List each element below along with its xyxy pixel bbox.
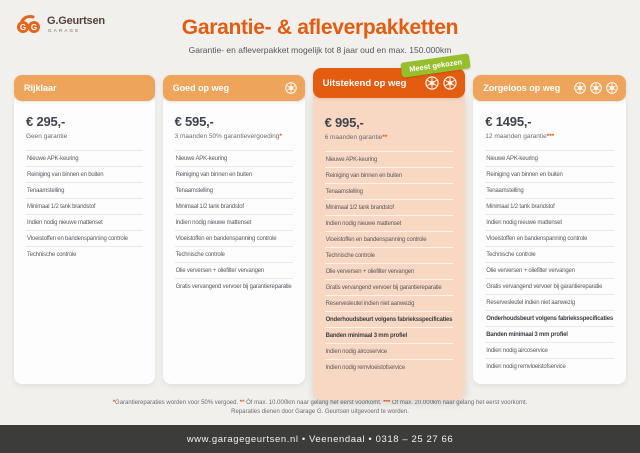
logo-subtitle: GARAGE bbox=[48, 28, 81, 33]
price-block bbox=[313, 108, 466, 146]
wheel-badge-icon bbox=[424, 75, 440, 91]
feature-item: Vloeistoffen en bandenspanning controle bbox=[175, 230, 293, 246]
feature-item: Onderhoudsbeurt volgens fabrieksspecificaties bbox=[485, 310, 614, 326]
package-guarantee bbox=[175, 133, 293, 140]
feature-item: Reiniging van binnen en buiten bbox=[175, 166, 293, 182]
guarantee-asterisks: ** bbox=[382, 134, 388, 141]
svg-text:G: G bbox=[19, 23, 27, 32]
feature-item: Olie verversen + oliefilter vervangen bbox=[485, 262, 614, 278]
guarantee-text: 6 maanden garantie bbox=[324, 134, 383, 141]
price-block bbox=[473, 107, 626, 145]
feature-item: Indien nodig nieuwe mattenset bbox=[175, 214, 293, 230]
package-card bbox=[473, 75, 626, 384]
feature-item: Indien nodig aircoservice bbox=[325, 343, 454, 359]
feature-item: Olie verversen + oliefilter vervangen bbox=[175, 262, 293, 278]
package-body bbox=[313, 91, 466, 400]
package-title: Zorgeloos op weg bbox=[483, 83, 561, 93]
package-title: Goed op weg bbox=[172, 83, 230, 93]
package-price: € 595,- bbox=[174, 114, 214, 129]
footnote-line-2: Reparaties dienen door Garage G. Geurtsen uitgevoerd te worden. bbox=[231, 409, 409, 416]
feature-item: Minimaal 1/2 tank brandstof bbox=[26, 198, 143, 214]
feature-item: Indien nodig remvloeistofservice bbox=[485, 358, 614, 374]
feature-item: Tenaamstelling bbox=[26, 182, 143, 198]
feature-item: Technische controle bbox=[175, 246, 293, 262]
most-chosen-ribbon: Meest gekozen bbox=[400, 53, 471, 78]
feature-item: Olie verversen + oliefilter vervangen bbox=[325, 263, 454, 279]
feature-item: Gratis vervangend vervoer bij garantiereparatie bbox=[175, 278, 293, 294]
feature-item: Indien nodig aircoservice bbox=[485, 342, 614, 358]
feature-item: Reiniging van binnen en buiten bbox=[325, 167, 454, 183]
footnote-line-1 bbox=[0, 399, 640, 408]
feature-item: Nieuwe APK-keuring bbox=[175, 150, 293, 166]
package-body bbox=[14, 94, 155, 384]
footnote-asterisk: *** bbox=[383, 400, 392, 406]
feature-item: Nieuwe APK-keuring bbox=[325, 151, 454, 167]
page-title: Garantie- & afleverpakketten bbox=[181, 16, 459, 39]
feature-item: Indien nodig remvloeistofservice bbox=[325, 359, 454, 375]
footnote-text: Garantiereparaties worden voor 50% vergoed. bbox=[115, 400, 240, 406]
footnotes bbox=[0, 399, 640, 418]
feature-list bbox=[325, 151, 454, 375]
badge-group bbox=[284, 81, 298, 95]
package-card bbox=[313, 57, 466, 400]
package-price: € 1495,- bbox=[485, 114, 532, 129]
feature-item: Vloeistoffen en bandenspanning controle bbox=[485, 230, 614, 246]
logo-icon bbox=[16, 12, 42, 36]
badge-group bbox=[573, 81, 619, 95]
price-block bbox=[163, 107, 305, 145]
footer-contact-text: www.garagegeurtsen.nl • Veenendaal • 0318 – 25 27 66 bbox=[186, 433, 454, 445]
footnote-text: Óf max. 10.000km naar gelang het eerst voorkomt. bbox=[246, 400, 384, 406]
package-body bbox=[473, 94, 626, 384]
feature-item: Tenaamstelling bbox=[325, 183, 454, 199]
footnote-asterisk: ** bbox=[239, 400, 247, 406]
feature-item: Tenaamstelling bbox=[485, 182, 614, 198]
wheel-badge-icon bbox=[573, 81, 587, 95]
feature-item: Vloeistoffen en bandenspanning controle bbox=[26, 230, 143, 246]
feature-item: Reservesleutel indien niet aanwezig bbox=[325, 295, 454, 311]
wheel-badge-icon bbox=[442, 75, 458, 91]
feature-item: Gratis vervangend vervoer bij garantiereparatie bbox=[485, 278, 614, 294]
feature-item: Technische controle bbox=[325, 247, 454, 263]
package-guarantee bbox=[325, 134, 454, 141]
feature-item: Minimaal 1/2 tank brandstof bbox=[325, 199, 454, 215]
wheel-badge-icon bbox=[605, 81, 619, 95]
feature-item: Gratis vervangend vervoer bij garantiereparatie bbox=[325, 279, 454, 295]
package-header bbox=[473, 75, 626, 101]
feature-item: Nieuwe APK-keuring bbox=[26, 150, 143, 166]
package-title: Uitstekend op weg bbox=[322, 77, 407, 89]
package-price: € 995,- bbox=[324, 115, 364, 130]
feature-item: Banden minimaal 3 mm profiel bbox=[485, 326, 614, 342]
footer-bar bbox=[0, 425, 640, 453]
feature-item: Minimaal 1/2 tank brandstof bbox=[175, 198, 293, 214]
feature-item: Technische controle bbox=[26, 246, 143, 262]
svg-text:G: G bbox=[30, 23, 38, 32]
footnote-asterisk: * bbox=[112, 400, 116, 406]
logo-name: G.Geurtsen bbox=[47, 15, 105, 27]
page-subtitle: Garantie- en afleverpakket mogelijk tot 8 jaar oud en max. 150.000km bbox=[188, 45, 452, 55]
package-columns bbox=[14, 57, 626, 400]
package-header bbox=[163, 75, 305, 101]
garage-logo bbox=[16, 12, 105, 36]
feature-item: Minimaal 1/2 tank brandstof bbox=[485, 198, 614, 214]
wheel-badge-icon bbox=[589, 81, 603, 95]
feature-item: Indien nodig nieuwe mattenset bbox=[485, 214, 614, 230]
feature-item: Vloeistoffen en bandenspanning controle bbox=[325, 231, 454, 247]
feature-item: Banden minimaal 3 mm profiel bbox=[325, 327, 454, 343]
feature-item: Indien nodig nieuwe mattenset bbox=[26, 214, 143, 230]
feature-item: Nieuwe APK-keuring bbox=[485, 150, 614, 166]
feature-item: Indien nodig nieuwe mattenset bbox=[325, 215, 454, 231]
package-price: € 295,- bbox=[26, 114, 66, 129]
feature-list bbox=[26, 150, 143, 262]
guarantee-asterisks: *** bbox=[546, 133, 555, 140]
package-header bbox=[14, 75, 155, 101]
badge-group bbox=[424, 75, 458, 91]
feature-item: Reiniging van binnen en buiten bbox=[485, 166, 614, 182]
guarantee-text: 12 maanden garantie bbox=[485, 133, 547, 140]
footnote-text: Óf max. 20.000km naar gelang het eerst voorkomt. bbox=[391, 400, 528, 406]
wheel-badge-icon bbox=[284, 81, 298, 95]
guarantee-text: 3 maanden 50% garantievergoeding bbox=[174, 133, 280, 140]
price-block bbox=[14, 107, 155, 145]
package-card bbox=[163, 75, 305, 384]
feature-list bbox=[175, 150, 293, 294]
package-body bbox=[163, 94, 305, 384]
package-card bbox=[14, 75, 155, 384]
feature-item: Reiniging van binnen en buiten bbox=[26, 166, 143, 182]
feature-item: Reservesleutel indien niet aanwezig bbox=[485, 294, 614, 310]
package-header bbox=[313, 68, 466, 98]
package-guarantee bbox=[26, 133, 143, 140]
feature-item: Technische controle bbox=[485, 246, 614, 262]
package-title: Rijklaar bbox=[24, 83, 57, 93]
feature-item: Onderhoudsbeurt volgens fabrieksspecificaties bbox=[325, 311, 454, 327]
guarantee-text: Geen garantie bbox=[26, 133, 68, 140]
package-guarantee bbox=[485, 133, 614, 140]
feature-list bbox=[485, 150, 614, 374]
feature-item: Tenaamstelling bbox=[175, 182, 293, 198]
guarantee-asterisks: * bbox=[279, 133, 282, 140]
